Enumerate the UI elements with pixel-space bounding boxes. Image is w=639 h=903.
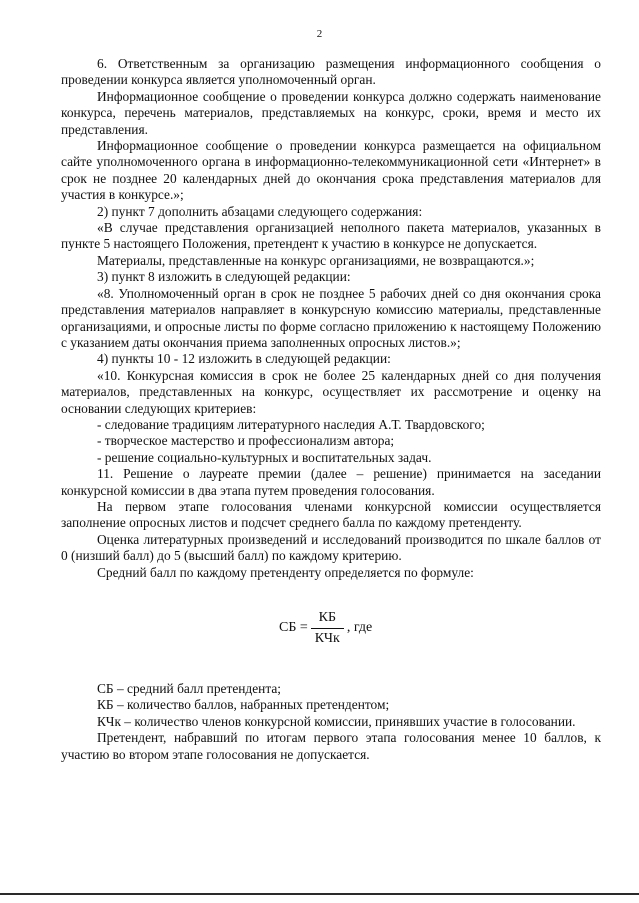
paragraph: 4) пункты 10 - 12 изложить в следующей редакции: <box>97 351 391 367</box>
formula-lhs: СБ = <box>279 620 308 636</box>
paragraphs-bottom <box>61 681 601 763</box>
paragraph: 11. Решение о лауреате премии (далее – решение) принимается на заседании конкурсной комиссии в два этапа путем проведения голосования. <box>61 466 601 498</box>
paragraph: 3) пункт 8 изложить в следующей редакции: <box>97 269 351 285</box>
paragraph: Оценка литературных произведений и исследований производится по шкале баллов от 0 (низший балл) до 5 (высший балл) по каждому критерию. <box>61 531 601 564</box>
paragraph: КБ – количество баллов, набранных претендентом; <box>97 697 390 713</box>
formula-numerator: КБ <box>318 610 336 625</box>
document-body <box>61 56 601 763</box>
formula-fraction <box>311 610 344 647</box>
paragraph: КЧк – количество членов конкурсной комиссии, принявших участие в голосовании. <box>97 713 576 729</box>
paragraph: - творческое мастерство и профессионализм автора; <box>97 433 395 449</box>
formula-denominator: КЧк <box>314 631 340 646</box>
paragraph: Информационное сообщение о проведении конкурса должно содержать наименование конкурса, перечень материалов, представляемых на конкурс, сроки, время и место их представления. <box>61 88 601 137</box>
paragraph: «8. Уполномоченный орган в срок не позднее 5 рабочих дней со дня окончания срока представления материалов направляет в конкурсную комиссию материалы, представленные организациями, и опросные листы по форме согласно приложению к настоящему Положению с указанием даты окончания приема заполненных опросных листов.»; <box>61 285 601 350</box>
paragraph: - следование традициям литературного наследия А.Т. Твардовского; <box>97 416 485 432</box>
paragraph: Материалы, представленные на конкурс организациями, не возвращаются.»; <box>97 252 535 268</box>
formula-block <box>61 599 601 658</box>
average-score-formula <box>279 599 372 658</box>
paragraph: Информационное сообщение о проведении конкурса размещается на официальном сайте уполномоченного органа в информационно-телекоммуникационной сети «Интернет» в срок не позднее 20 календарных дней до окончания срока представления материалов для участия в конкурсе.»; <box>61 138 601 203</box>
paragraph: СБ – средний балл претендента; <box>97 681 282 696</box>
formula-suffix: , где <box>346 620 373 636</box>
paragraph: Претендент, набравший по итогам первого этапа голосования менее 10 баллов, к участию во втором этапе голосования не допускается. <box>61 730 601 762</box>
bottom-rule <box>0 893 639 895</box>
paragraph: «10. Конкурсная комиссия в срок не более 25 календарных дней со дня получения материалов, представленных на конкурс, осуществляет их рассмотрение и оценку на основании следующих критериев: <box>61 367 601 416</box>
paragraph: «В случае представления организацией неполного пакета материалов, указанных в пункте 5 настоящего Положения, претендент к участию в конкурсе не допускается. <box>61 220 601 252</box>
paragraphs-top <box>61 56 601 581</box>
page-number: 2 <box>316 28 323 40</box>
paragraph: - решение социально-культурных и воспитательных задач. <box>97 449 432 465</box>
paragraph: На первом этапе голосования членами конкурсной комиссии осуществляется заполнение опросных листов и подсчет среднего балла по каждому претенденту. <box>61 498 601 531</box>
paragraph: Средний балл по каждому претенденту определяется по формуле: <box>97 564 474 580</box>
paragraph: 6. Ответственным за организацию размещения информационного сообщения о проведении конкурса является уполномоченный орган. <box>61 56 601 88</box>
paragraph: 2) пункт 7 дополнить абзацами следующего содержания: <box>97 203 423 219</box>
